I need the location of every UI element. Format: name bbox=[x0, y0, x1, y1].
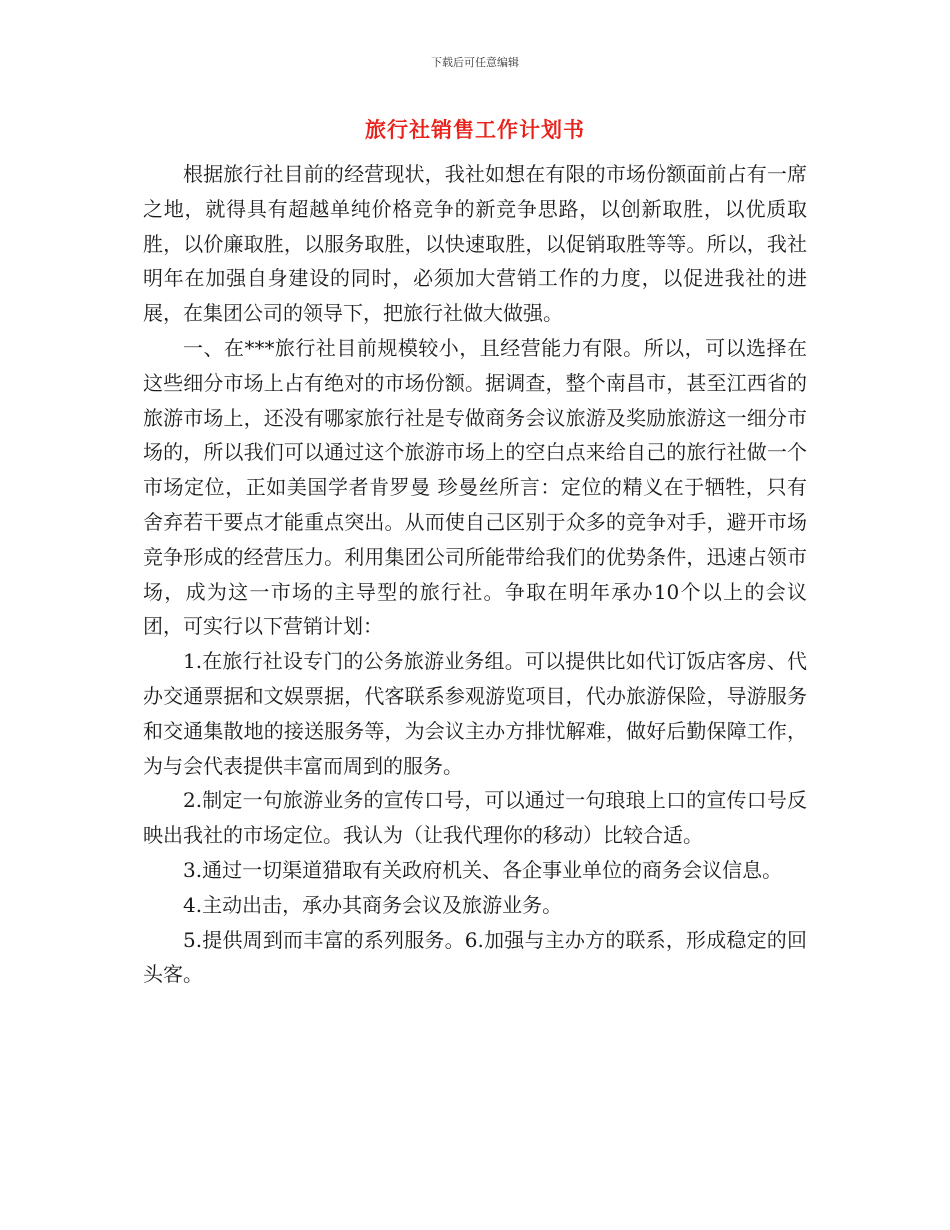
header-note: 下载后可任意编辑 bbox=[431, 56, 519, 69]
document-body bbox=[143, 157, 807, 992]
paragraph-item-1: 1.在旅行社设专门的公务旅游业务组。可以提供比如代订饭店客房、代办交通票据和文娱票据，代客联系参观游览项目，代办旅游保险，导游服务和交通集散地的接送服务等，为会议主办方排忧解难，做好后勤保障工作，为与会代表提供丰富而周到的服务。 bbox=[143, 649, 807, 778]
paragraph-market-positioning: 一、在***旅行社目前规模较小，且经营能力有限。所以，可以选择在这些细分市场上占有绝对的市场份额。据调查，整个南昌市，甚至江西省的旅游市场上，还没有哪家旅行社是专做商务会议旅游及奖励旅游这一细分市场的，所以我们可以通过这个旅游市场上的空白点来给自己的旅行社做一个市场定位，正如美国学者肯罗曼 珍曼丝所言：定位的精义在于牺牲，只有舍弃若干要点才能重点突出。从而使自己区别于众多的竞争对手，避开市场竞争形成的经营压力。利用集团公司所能带给我们的优势条件，迅速占领市场，成为这一市场的主导型的旅行社。争取在明年承办10个以上的会议团，可实行以下营销计划： bbox=[143, 335, 807, 639]
document-title: 旅行社销售工作计划书 bbox=[365, 117, 585, 142]
paragraph-item-3: 3.通过一切渠道猎取有关政府机关、各企事业单位的商务会议信息。 bbox=[183, 857, 783, 882]
paragraph-intro: 根据旅行社目前的经营现状，我社如想在有限的市场份额面前占有一席之地，就得具有超越单纯价格竞争的新竞争思路，以创新取胜，以优质取胜，以价廉取胜，以服务取胜，以快速取胜，以促销取胜等等。所以，我社明年在加强自身建设的同时，必须加大营销工作的力度，以促进我社的进展，在集团公司的领导下，把旅行社做大做强。 bbox=[143, 162, 807, 326]
paragraph-item-5-6: 5.提供周到而丰富的系列服务。6.加强与主办方的联系，形成稳定的回头客。 bbox=[143, 927, 807, 987]
paragraph-item-2: 2.制定一句旅游业务的宣传口号，可以通过一句琅琅上口的宣传口号反映出我社的市场定位。我认为（让我代理你的移动）比较合适。 bbox=[143, 788, 807, 848]
paragraph-item-4: 4.主动出击，承办其商务会议及旅游业务。 bbox=[183, 892, 563, 917]
